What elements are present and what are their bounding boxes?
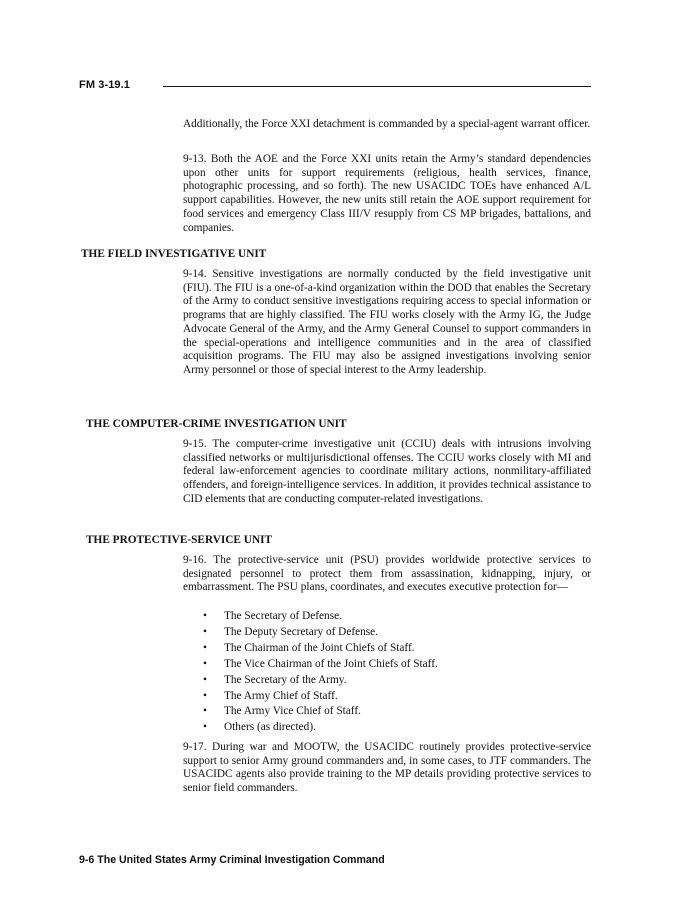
bullet-icon: • — [203, 673, 207, 686]
list-item-text: The Secretary of the Army. — [224, 673, 347, 686]
manual-code: FM 3-19.1 — [79, 79, 131, 91]
heading-protective-service-unit: THE PROTECTIVE-SERVICE UNIT — [86, 534, 273, 546]
paragraph-9-14-text: 9-14. Sensitive investigations are normally conducted by the field investigative unit (FIU). The FIU is a one-of-a-kind organization within the DOD that enables the Secretary of the Army to conduct sensitive investigations requiring access to special information or programs that are highly classified. The FIU works closely with the Army IG, the Judge Advocate General of the Army, and the Army General Counsel to support commanders in the special-operations and intelligence communities and in the area of classified acquisition programs. The FIU may also be assigned investigations involving senior Army personnel or those of special interest to the Army leadership. — [183, 268, 591, 376]
header-rule — [163, 86, 591, 87]
paragraph-9-15 — [183, 438, 591, 507]
list-item-text: The Army Vice Chief of Staff. — [224, 705, 361, 718]
paragraph-9-13-text: 9-13. Both the AOE and the Force XXI units retain the Army’s standard dependencies upon other units for support requirements (religious, health services, finance, photographic processing, and so forth). The new USACIDC TOEs have enhanced A/L support capabilities. However, the new units still retain the AOE support requirement for food services and emergency Class III/V resupply from CS MP brigades, battalions, and companies. — [183, 153, 591, 234]
list-item — [203, 609, 438, 625]
list-item — [203, 641, 438, 657]
page-footer: 9-6 The United States Army Criminal Investigation Command — [79, 854, 385, 866]
heading-computer-crime-unit: THE COMPUTER-CRIME INVESTIGATION UNIT — [86, 418, 347, 430]
paragraph-9-16-text: 9-16. The protective-service unit (PSU) provides worldwide protective services to designated personnel to protect them from assassination, kidnapping, injury, or embarrassment. The PSU plans, coordinates, and executes executive protection for— — [183, 554, 591, 594]
paragraph-9-17-text: 9-17. During war and MOOTW, the USACIDC routinely provides protective-service support to senior Army ground commanders and, in some cases, to JTF commanders. The USACIDC agents also provide training to the MP details providing protective services to senior field commanders. — [183, 741, 591, 795]
bullet-icon: • — [203, 689, 207, 702]
list-item — [203, 657, 438, 673]
list-item — [203, 673, 438, 689]
paragraph-9-17 — [183, 741, 591, 796]
list-item — [203, 689, 438, 705]
list-item — [203, 625, 438, 641]
list-item-text: Others (as directed). — [224, 721, 316, 734]
bullet-icon: • — [203, 657, 207, 670]
bullet-icon: • — [203, 625, 207, 638]
intro-paragraph — [183, 118, 591, 132]
list-item — [203, 704, 438, 720]
bullet-icon: • — [203, 610, 207, 622]
list-item-text: The Secretary of Defense. — [224, 610, 342, 622]
list-item — [203, 720, 438, 736]
bullet-icon: • — [203, 641, 207, 654]
list-item-text: The Chairman of the Joint Chiefs of Staff. — [224, 641, 415, 654]
list-item-text: The Vice Chairman of the Joint Chiefs of Staff. — [224, 657, 438, 670]
protectee-list — [203, 609, 438, 736]
list-item-text: The Deputy Secretary of Defense. — [224, 625, 379, 638]
bullet-icon: • — [203, 721, 207, 734]
paragraph-9-16 — [183, 554, 591, 595]
paragraph-9-13 — [183, 153, 591, 235]
paragraph-9-14 — [183, 268, 591, 378]
paragraph-9-15-text: 9-15. The computer-crime investigative unit (CCIU) deals with intrusions involving classified networks or multijurisdictional offenses. The CCIU works closely with MI and federal law-enforcement agencies to coordinate military actions, nonmilitary-affiliated offenders, and foreign-intelligence services. In addition, it provides technical assistance to CID elements that are conducting computer-related investigations. — [183, 438, 591, 505]
heading-field-investigative-unit: THE FIELD INVESTIGATIVE UNIT — [81, 248, 267, 260]
list-item-text: The Army Chief of Staff. — [224, 689, 338, 702]
intro-text: Additionally, the Force XXI detachment is commanded by a special-agent warrant officer. — [183, 118, 591, 130]
bullet-icon: • — [203, 705, 207, 718]
